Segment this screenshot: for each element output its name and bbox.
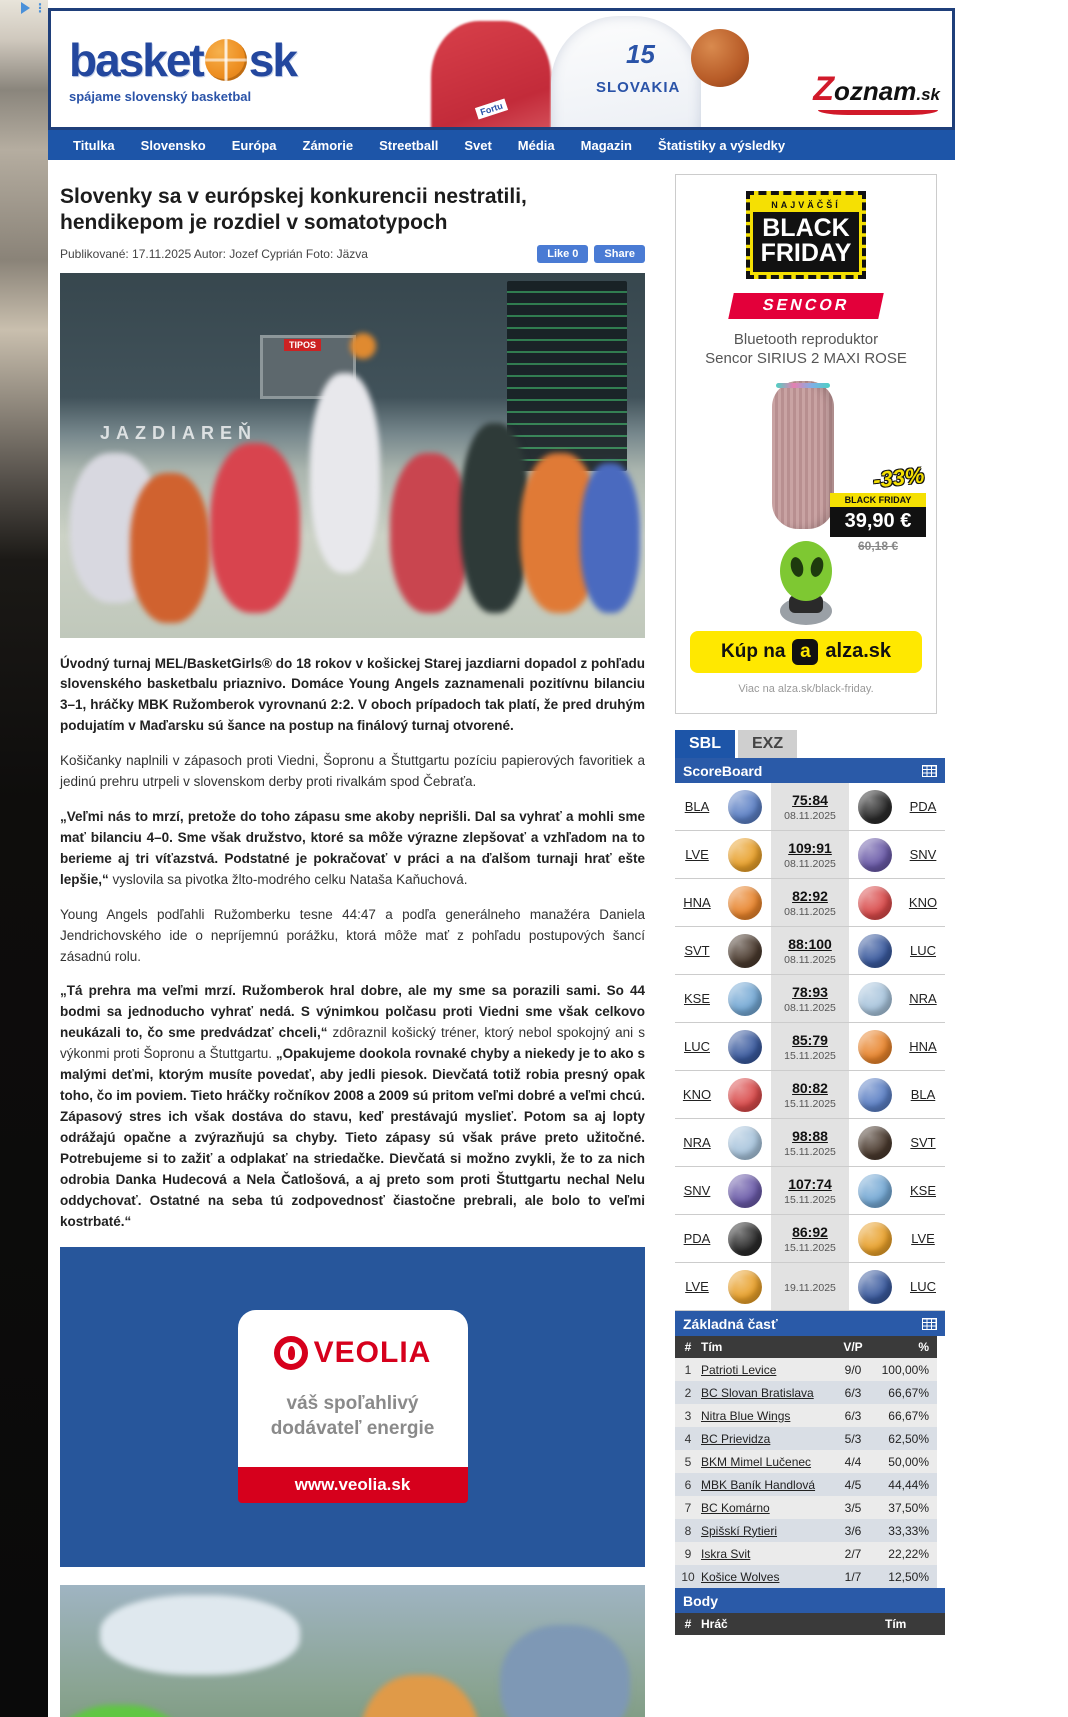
match-date: 15.11.2025 — [784, 1193, 836, 1206]
win-pct: 33,33% — [888, 1523, 929, 1538]
standings-header: Základná časť — [675, 1311, 945, 1336]
article-meta: Publikované: 17.11.2025 Autor: Jozef Cyprián Foto: Jäzva — [60, 246, 368, 261]
win-pct: 50,00% — [888, 1454, 929, 1469]
photo-bg-text: JAZDIAREŇ — [100, 422, 258, 443]
nav-item[interactable]: Média — [517, 137, 555, 153]
facebook-share-button[interactable]: Share — [594, 245, 645, 263]
nav-item[interactable]: Magazin — [580, 137, 632, 153]
home-team-logo — [728, 1222, 762, 1256]
price-badge: BLACK FRIDAY 39,90 € 60,18 € — [830, 493, 926, 553]
home-team-logo — [728, 1126, 762, 1160]
score-link[interactable]: 85:79 — [792, 1031, 828, 1048]
standings-row — [675, 1358, 937, 1381]
veolia-slogan-line1: váš spoľahlivý — [286, 1392, 419, 1414]
away-team-link[interactable]: SVT — [910, 1135, 936, 1150]
main-nav — [48, 130, 955, 160]
alza-alien-icon — [686, 537, 926, 629]
nav-item[interactable]: Svet — [464, 137, 492, 153]
score-link[interactable]: 82:92 — [792, 887, 828, 904]
scoreboard-row — [675, 783, 945, 831]
site-logo[interactable] — [69, 33, 296, 104]
match-center — [771, 1119, 849, 1166]
away-team-logo — [858, 838, 892, 872]
rank: 7 — [684, 1500, 692, 1515]
rank: 8 — [684, 1523, 692, 1538]
team-link[interactable]: Patrioti Levice — [701, 1362, 777, 1377]
standings-rows — [675, 1358, 937, 1588]
nav-item[interactable]: Streetball — [379, 137, 439, 153]
nav-item[interactable]: Zámorie — [302, 137, 354, 153]
home-team-link[interactable]: PDA — [683, 1231, 711, 1246]
page-title: Slovenky sa v európskej konkurencii nestratili, hendikepom je rozdiel v somatotypoch — [60, 185, 527, 235]
away-team-logo — [858, 1270, 892, 1304]
scoreboard-row — [675, 927, 945, 975]
standings-row — [675, 1565, 937, 1588]
away-team-link[interactable]: KSE — [909, 1183, 936, 1198]
match-center — [771, 1071, 849, 1118]
away-team-link[interactable]: PDA — [909, 799, 937, 814]
article-column — [60, 172, 645, 1717]
standings-row — [675, 1473, 937, 1496]
home-team-link[interactable]: SVT — [684, 943, 710, 958]
site-tagline: spájame slovenský basketbal — [69, 89, 252, 104]
home-team-logo — [728, 790, 762, 824]
article-body — [60, 654, 645, 1233]
score-link[interactable]: 88:100 — [788, 935, 832, 952]
tipos-logo: TIPOS — [284, 339, 321, 351]
win-loss: 9/0 — [844, 1362, 862, 1377]
away-team-logo — [858, 790, 892, 824]
nav-item[interactable]: Slovensko — [140, 137, 206, 153]
tab-sbl[interactable]: SBL — [675, 730, 735, 758]
adchoices-icon[interactable] — [21, 2, 30, 14]
win-loss: 3/5 — [844, 1500, 862, 1515]
scoreboard-list — [675, 783, 945, 1311]
win-pct: 44,44% — [888, 1477, 929, 1492]
scoreboard-row — [675, 1119, 945, 1167]
standings-row — [675, 1519, 937, 1542]
team-link[interactable]: BC Slovan Bratislava — [701, 1385, 814, 1400]
table-view-icon[interactable] — [922, 765, 937, 777]
scoreboard-row — [675, 879, 945, 927]
sencor-logo: SENCOR — [728, 293, 884, 319]
black-friday-badge: NAJVÄČŠÍ BLACK FRIDAY — [746, 191, 866, 279]
nav-item[interactable]: Štatistiky a výsledky — [657, 137, 786, 153]
rank: 1 — [684, 1362, 692, 1377]
nav-item[interactable]: Európa — [231, 137, 277, 153]
match-date: 08.11.2025 — [784, 857, 836, 870]
away-team-logo — [858, 982, 892, 1016]
away-team-link[interactable]: KNO — [908, 895, 938, 910]
standings-row — [675, 1404, 937, 1427]
facebook-like-button[interactable]: Like 0 — [537, 245, 588, 263]
match-center — [771, 831, 849, 878]
standings-row — [675, 1427, 937, 1450]
home-team-link[interactable]: BLA — [684, 799, 710, 814]
standings-row — [675, 1381, 937, 1404]
header-photo — [421, 11, 751, 127]
away-team-link[interactable]: NRA — [909, 991, 937, 1006]
away-team-logo — [858, 1030, 892, 1064]
zoznam-logo[interactable]: Zoznam.sk — [813, 70, 940, 108]
jersey-patch: Fortu — [475, 99, 508, 120]
score-link[interactable]: 75:84 — [792, 791, 828, 808]
article-photo — [60, 273, 645, 638]
match-center — [771, 783, 849, 830]
score-link[interactable]: 86:92 — [792, 1223, 828, 1240]
header-banner[interactable] — [48, 8, 955, 130]
home-team-link[interactable]: SNV — [683, 1183, 711, 1198]
scoreboard-row — [675, 1023, 945, 1071]
home-team-link[interactable]: HNA — [683, 895, 711, 910]
win-pct: 12,50% — [888, 1569, 929, 1584]
home-team-link[interactable]: LUC — [683, 1039, 710, 1054]
rank: 3 — [684, 1408, 692, 1423]
win-loss: 6/3 — [844, 1408, 862, 1423]
tab-exz[interactable]: EXZ — [738, 730, 797, 758]
away-team-link[interactable]: LVE — [911, 1231, 935, 1246]
match-center — [771, 1167, 849, 1214]
win-loss: 2/7 — [844, 1546, 862, 1561]
match-center — [771, 879, 849, 926]
away-team-logo — [858, 1174, 892, 1208]
match-date: 15.11.2025 — [784, 1241, 836, 1254]
match-date: 08.11.2025 — [784, 953, 836, 966]
scoreboard-header: ScoreBoard — [675, 758, 945, 783]
win-loss: 1/7 — [844, 1569, 862, 1584]
veolia-card — [238, 1310, 468, 1503]
article-paragraph: „Veľmi nás to mrzí, pretože do toho zápasu sme akoby neprišli. Dal sa vyhrať a mohli sme mať bilanciu 4–0. Sme však družstvo, ktoré sa môže výrazne zlepšovať a vzhľadom na to berieme aj tri víťazstvá. Podstatné je pokračovať v práci a na ďalšom turnaji hrať ešte lepšie,“ vyslovila sa pivotka žlto-modrého celku Nataša Kaňuchová. — [60, 809, 645, 887]
team-link[interactable]: Nitra Blue Wings — [701, 1408, 791, 1423]
product-line1: Bluetooth reproduktor — [733, 331, 879, 348]
sencor-ad[interactable] — [675, 174, 937, 714]
standings-row — [675, 1542, 937, 1565]
points-header: Body — [675, 1588, 945, 1613]
home-team-logo — [728, 1030, 762, 1064]
rank: 4 — [684, 1431, 692, 1446]
logo-text-main: basket — [69, 34, 203, 86]
home-team-link[interactable]: LVE — [685, 847, 709, 862]
basketball-icon — [205, 39, 247, 81]
match-center — [771, 1215, 849, 1262]
away-team-logo — [858, 934, 892, 968]
article-paragraph: „Tá prehra ma veľmi mrzí. Ružomberok hral dobre, ale my sme sa porazili sami. So 44 bodmi sa jednoducho vyhrať nedá. S výnimkou polčasu proti Viedni sme však celkovo neukázali to, čo sme predvádzať chceli,“ zdôraznil košický tréner, ktorý nebol spokojný ani s výkonmi proti Šopronu a Štuttgartu. „Opakujeme dookola rovnaké chyby a niekedy je to ako s malými deťmi, ktorým musíte povedať, aby jedli piesok. Dievčatá totiž robia presný opak toho, čo im poviem. Tieto hráčky ročníkov 2008 a 2009 sú pritom veľmi dobré a veľmi chcú. Zápasový stres ich však dostáva do stavu, keď prestávajú myslieť. Potom sa aj lopty odrážajú opačne a zvýrazňujú sa chyby. Tieto zápasy sú však práve preto užitočné. Potrebujeme si to zažiť a odplakať na striedačke. Dievčatá si možno zvykli, že to za nich odrobia Danka Hudecová a Nela Čatlošová, a aj preto som proti Štuttgartu nechal Nelu oddychovať. Ostatné na seba tú zodpovednosť čiastočne prebrali, ale bolo to veľmi kostrbaté.“ — [60, 983, 645, 1229]
team-link[interactable]: BKM Mimel Lučenec — [701, 1454, 812, 1469]
win-loss: 5/3 — [844, 1431, 862, 1446]
win-pct: 100,00% — [881, 1362, 929, 1377]
home-team-link[interactable]: KNO — [682, 1087, 712, 1102]
home-team-link[interactable]: LVE — [685, 1279, 709, 1294]
scoreboard-row — [675, 1071, 945, 1119]
away-team-logo — [858, 1222, 892, 1256]
score-link[interactable]: 107:74 — [788, 1175, 832, 1192]
home-team-logo — [728, 982, 762, 1016]
away-team-logo — [858, 886, 892, 920]
team-link[interactable]: Košice Wolves — [701, 1569, 780, 1584]
veolia-brand: VEOLIA — [313, 1335, 432, 1369]
win-pct: 66,67% — [888, 1385, 929, 1400]
away-team-logo — [858, 1126, 892, 1160]
alza-a-icon: a — [792, 639, 818, 665]
score-link[interactable]: 78:93 — [792, 983, 828, 1000]
win-loss: 6/3 — [844, 1385, 862, 1400]
home-team-link[interactable]: KSE — [683, 991, 710, 1006]
product-line2: Sencor SIRIUS 2 MAXI ROSE — [705, 349, 907, 367]
win-loss: 3/6 — [844, 1523, 862, 1538]
league-tabs — [675, 730, 945, 758]
points-head: # Hráč Tím — [675, 1613, 945, 1635]
player-white-jersey — [551, 16, 701, 130]
zoznam-swoosh — [818, 110, 938, 115]
standings-row — [675, 1450, 937, 1473]
kebab-menu-icon[interactable]: ⋮ — [34, 1, 46, 15]
veolia-ring-icon — [274, 1336, 308, 1370]
right-filler — [955, 0, 1068, 1717]
home-team-logo — [728, 934, 762, 968]
standings-row — [675, 1496, 937, 1519]
table-view-icon-2[interactable] — [922, 1318, 937, 1330]
home-team-logo — [728, 886, 762, 920]
match-date: 08.11.2025 — [784, 1001, 836, 1014]
article-paragraph: Úvodný turnaj MEL/BasketGirls® do 18 rokov v košickej Starej jazdiarni dopadol z pohľadu slovenského basketbalu priaznivo. Domáce Young Angels zaznamenali pozitívnu bilanciu 3–1, hráčky MBK Ružomberok vyrovnanú 2:2. V oboch prípadoch tak platí, že pred druhým podujatím v Maďarsku sú šance na postup na finálový turnaj otvorené. — [60, 655, 645, 734]
standings-head: # Tím V/P % — [675, 1336, 937, 1358]
veolia-slogan-line2: dodávateľ energie — [270, 1417, 435, 1439]
jersey-country: SLOVAKIA — [596, 79, 681, 96]
scoreboard-row — [675, 1215, 945, 1263]
team-link[interactable]: Spišskí Rytieri — [701, 1523, 778, 1538]
win-pct: 66,67% — [888, 1408, 929, 1423]
team-link[interactable]: Iskra Svit — [701, 1546, 751, 1561]
away-team-link[interactable]: BLA — [910, 1087, 936, 1102]
home-team-logo — [728, 1078, 762, 1112]
scoreboard-row — [675, 831, 945, 879]
page — [48, 0, 955, 1717]
scoreboard-row — [675, 1167, 945, 1215]
scoreboard-row — [675, 975, 945, 1023]
rank: 10 — [681, 1569, 695, 1584]
home-team-logo — [728, 838, 762, 872]
scoreboard-panel-in-photo — [507, 281, 627, 471]
sidebar — [675, 172, 945, 1717]
win-pct: 22,22% — [888, 1546, 929, 1561]
article-photo-2 — [60, 1585, 645, 1717]
score-link[interactable]: 80:82 — [792, 1079, 828, 1096]
team-link[interactable]: MBK Baník Handlová — [701, 1477, 816, 1492]
ad-footer-link[interactable]: Viac na alza.sk/black-friday. — [738, 682, 874, 695]
discount-badge: -33% — [871, 461, 926, 493]
nav-item[interactable]: Titulka — [73, 137, 115, 153]
home-team-logo — [728, 1270, 762, 1304]
left-ad-strip — [0, 0, 48, 1717]
match-center — [771, 975, 849, 1022]
basketball-photo-icon — [691, 29, 749, 87]
logo-text-suffix: sk — [248, 34, 296, 86]
rank: 2 — [684, 1385, 692, 1400]
away-team-link[interactable]: HNA — [909, 1039, 937, 1054]
rank: 5 — [684, 1454, 692, 1469]
match-center — [771, 927, 849, 974]
rank: 9 — [684, 1546, 692, 1561]
match-date: 19.11.2025 — [784, 1281, 836, 1294]
away-team-link[interactable]: LUC — [909, 943, 936, 958]
match-date: 08.11.2025 — [784, 809, 836, 822]
win-loss: 4/5 — [844, 1477, 862, 1492]
team-link[interactable]: BC Komárno — [701, 1500, 770, 1515]
match-center — [771, 1023, 849, 1070]
team-link[interactable]: BC Prievidza — [701, 1431, 771, 1446]
veolia-ad[interactable] — [60, 1247, 645, 1567]
match-date: 08.11.2025 — [784, 905, 836, 918]
match-date: 15.11.2025 — [784, 1097, 836, 1110]
win-pct: 37,50% — [888, 1500, 929, 1515]
home-team-logo — [728, 1174, 762, 1208]
jersey-number: 15 — [626, 39, 655, 69]
away-team-link[interactable]: LUC — [909, 1279, 936, 1294]
match-date: 15.11.2025 — [784, 1049, 836, 1062]
match-date: 15.11.2025 — [784, 1145, 836, 1158]
win-loss: 4/4 — [844, 1454, 862, 1469]
standings-table — [675, 1336, 937, 1588]
scoreboard-row — [675, 1263, 945, 1311]
home-team-link[interactable]: NRA — [683, 1135, 711, 1150]
score-link[interactable]: 109:91 — [788, 839, 832, 856]
article-paragraph: Young Angels podľahli Ružomberku tesne 44:47 a podľa generálneho manažéra Daniela Jendrichovského ide o nepríjemnú porážku, ktorá môže mať z pohľadu postupových šancí zásadnú rolu. — [60, 906, 645, 964]
article-paragraph: Košičanky naplnili v zápasoch proti Viedni, Šopronu a Štuttgartu pozíciu papierových favoritiek a jedinú prehru utrpeli v slovenskom derby proti rivalkám spod Čebraťa. — [60, 753, 645, 790]
match-center — [771, 1263, 849, 1310]
veolia-url[interactable]: www.veolia.sk — [238, 1467, 468, 1503]
score-link[interactable]: 98:88 — [792, 1127, 828, 1144]
away-team-logo — [858, 1078, 892, 1112]
win-pct: 62,50% — [888, 1431, 929, 1446]
alza-cta-button[interactable]: Kúp na a alza.sk — [690, 631, 922, 673]
away-team-link[interactable]: SNV — [909, 847, 937, 862]
speaker-image — [772, 381, 834, 529]
rank: 6 — [684, 1477, 692, 1492]
